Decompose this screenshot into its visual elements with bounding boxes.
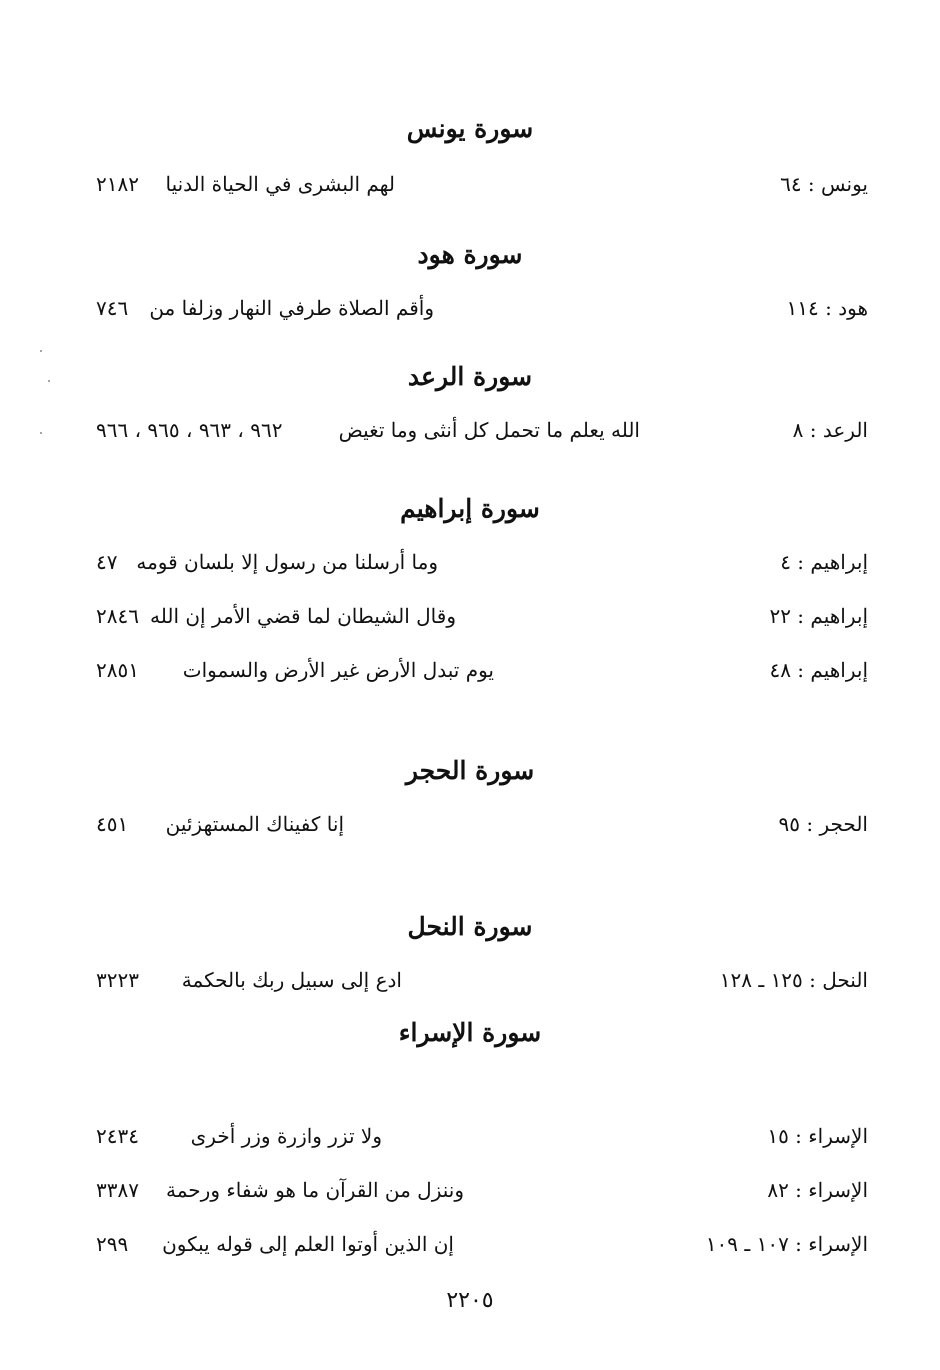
scan-speck [40,350,42,352]
entry-verse: الله يعلم ما تحمل كل أنثى وما تغيض [338,418,640,442]
section-heading: سورة إبراهيم [400,494,540,523]
entry-number: ٤٧ [96,550,118,574]
section-heading: سورة هود [417,240,523,269]
entry-ref: الإسراء : ١٠٧ ـ ١٠٩ [705,1232,868,1256]
entry-number: ٢٩٩ [96,1232,129,1256]
entry-number: ٧٤٦ [96,296,129,320]
page-number: ٢٢٠٥ [446,1288,494,1313]
entry-number: ٩٦٢ ، ٩٦٣ ، ٩٦٥ ، ٩٦٦ [96,418,283,442]
section-heading: سورة يونس [406,114,534,143]
section-heading: سورة الحجر [405,756,535,785]
entry-number: ٣٣٨٧ [96,1178,139,1202]
entry-ref: الإسراء : ٨٢ [767,1178,868,1202]
scan-speck [48,380,50,382]
entry-ref: يونس : ٦٤ [780,172,868,196]
entry-verse: ادع إلى سبيل ربك بالحكمة [181,968,402,992]
entry-verse: وقال الشيطان لما قضي الأمر إن الله [150,604,456,628]
entry-verse: ولا تزر وازرة وزر أخرى [190,1124,382,1148]
entry-number: ٢٨٥١ [96,658,139,682]
entry-verse: لهم البشرى في الحياة الدنيا [165,172,395,196]
entry-ref: هود : ١١٤ [786,296,868,320]
entry-verse: وأقم الصلاة طرفي النهار وزلفا من [149,296,434,320]
entry-number: ٢٤٣٤ [96,1124,139,1148]
entry-number: ٤٥١ [96,812,129,836]
section-heading: سورة الإسراء [398,1018,542,1047]
section-heading: سورة النحل [407,912,533,941]
entry-verse: يوم تبدل الأرض غير الأرض والسموات [182,658,494,682]
entry-ref: الإسراء : ١٥ [767,1124,868,1148]
entry-verse: إنا كفيناك المستهزئين [165,812,344,836]
entry-ref: النحل : ١٢٥ ـ ١٢٨ [719,968,868,992]
entry-number: ٣٢٢٣ [96,968,139,992]
entry-verse: وما أرسلنا من رسول إلا بلسان قومه [136,550,438,574]
entry-ref: الرعد : ٨ [792,418,868,442]
entry-ref: إبراهيم : ٢٢ [769,604,868,628]
entry-verse: وننزل من القرآن ما هو شفاء ورحمة [166,1178,464,1202]
entry-ref: إبراهيم : ٤٨ [769,658,868,682]
entry-ref: إبراهيم : ٤ [780,550,868,574]
scan-speck [40,432,42,434]
entry-number: ٢٨٤٦ [96,604,139,628]
entry-ref: الحجر : ٩٥ [778,812,868,836]
section-heading: سورة الرعد [407,362,533,391]
entry-number: ٢١٨٢ [96,172,139,196]
entry-verse: إن الذين أوتوا العلم إلى قوله يبكون [162,1232,454,1256]
